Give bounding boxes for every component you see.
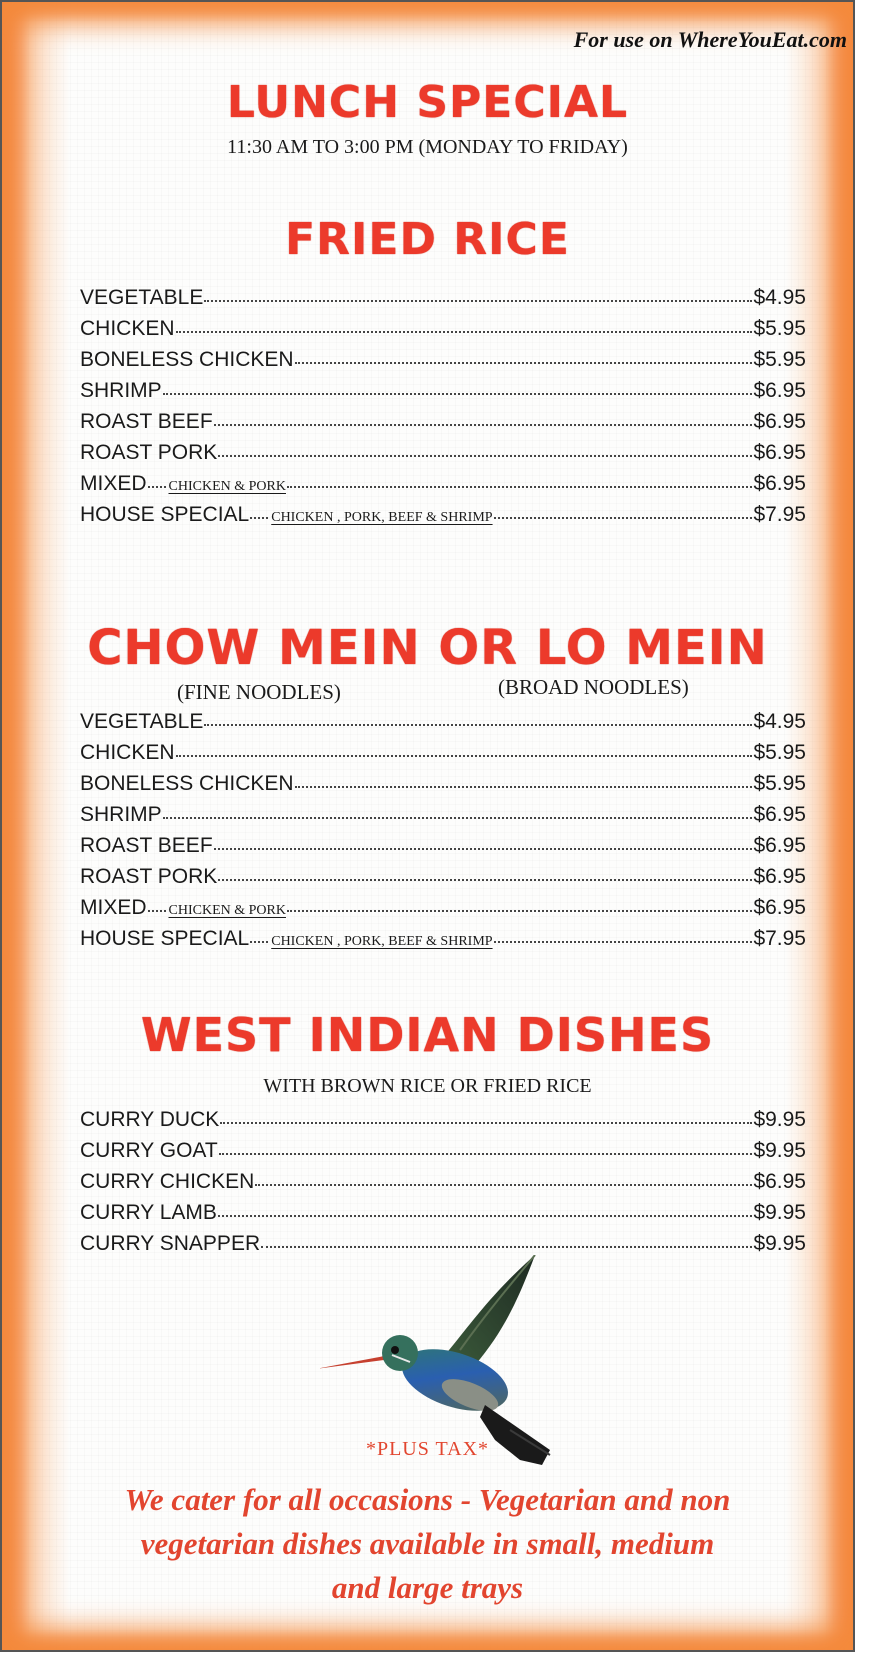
menu-item-price: $7.95 <box>753 927 806 950</box>
menu-item-name: BONELESS CHICKEN <box>80 348 294 371</box>
fried-rice-list <box>80 282 806 530</box>
website-watermark: For use on WhereYouEat.com <box>573 27 847 52</box>
menu-item-note: CHICKEN & PORK <box>168 479 286 494</box>
dot-leader <box>250 941 268 943</box>
dot-leader <box>220 1122 752 1124</box>
menu-item-price: $6.95 <box>753 379 806 402</box>
dot-leader <box>163 817 753 819</box>
catering-line-1: We cater for all occasions - Vegetarian and non <box>124 1482 731 1517</box>
menu-item-price: $6.95 <box>753 834 806 857</box>
west-indian-list <box>80 1104 806 1259</box>
dot-leader <box>295 786 753 788</box>
catering-message <box>0 1478 855 1610</box>
dot-leader <box>494 517 753 519</box>
menu-item-price: $4.95 <box>753 286 806 309</box>
dot-leader <box>218 455 752 457</box>
menu-item-row <box>80 1135 806 1166</box>
menu-item-row <box>80 923 806 954</box>
dot-leader <box>250 517 268 519</box>
menu-item-row <box>80 799 806 830</box>
menu-item-price: $9.95 <box>753 1232 806 1255</box>
fine-noodles-label: (FINE NOODLES) <box>177 680 341 704</box>
menu-item-row <box>80 499 806 530</box>
menu-item-row <box>80 737 806 768</box>
menu-item-price: $9.95 <box>753 1139 806 1162</box>
menu-item-row <box>80 892 806 923</box>
menu-item-price: $5.95 <box>753 772 806 795</box>
dot-leader <box>176 755 753 757</box>
dot-leader <box>214 424 753 426</box>
menu-item-price: $4.95 <box>753 710 806 733</box>
menu-item-price: $5.95 <box>753 317 806 340</box>
menu-item-name: CURRY CHICKEN <box>80 1170 255 1193</box>
plus-tax-note: *PLUS TAX* <box>365 1438 490 1460</box>
menu-item-price: $6.95 <box>753 896 806 919</box>
menu-item-price: $5.95 <box>753 741 806 764</box>
menu-item-name: CURRY LAMB <box>80 1201 217 1224</box>
west-indian-title: WEST INDIAN DISHES <box>140 1008 715 1062</box>
fried-rice-title: FRIED RICE <box>285 214 570 265</box>
menu-item-name: VEGETABLE <box>80 286 204 309</box>
catering-line-2: vegetarian dishes available in small, medium <box>140 1526 715 1561</box>
lunch-hours: 11:30 AM TO 3:00 PM (MONDAY TO FRIDAY) <box>227 136 628 158</box>
menu-item-name: SHRIMP <box>80 379 162 402</box>
page-margin-right <box>855 0 871 1662</box>
chow-mein-title: CHOW MEIN OR LO MEIN <box>87 620 768 676</box>
menu-item-name: MIXED <box>80 896 147 919</box>
menu-item-name: ROAST PORK <box>80 865 218 888</box>
menu-item-row <box>80 768 806 799</box>
menu-item-name: VEGETABLE <box>80 710 204 733</box>
menu-item-name: HOUSE SPECIAL <box>80 503 250 526</box>
menu-item-price: $9.95 <box>753 1108 806 1131</box>
dot-leader <box>287 486 752 488</box>
menu-item-name: CHICKEN <box>80 317 175 340</box>
dot-leader <box>204 724 752 726</box>
dot-leader <box>295 362 753 364</box>
dot-leader <box>261 1246 752 1248</box>
menu-item-name: CHICKEN <box>80 741 175 764</box>
dot-leader <box>494 941 753 943</box>
menu-item-row <box>80 830 806 861</box>
dot-leader <box>218 1215 753 1217</box>
dot-leader <box>163 393 753 395</box>
west-indian-subtitle: WITH BROWN RICE OR FRIED RICE <box>263 1075 592 1097</box>
menu-item-note: CHICKEN , PORK, BEEF & SHRIMP <box>271 510 493 525</box>
menu-item-price: $9.95 <box>753 1201 806 1224</box>
menu-item-price: $6.95 <box>753 803 806 826</box>
menu-item-row <box>80 406 806 437</box>
menu-item-name: SHRIMP <box>80 803 162 826</box>
menu-item-row <box>80 1197 806 1228</box>
catering-line-3: and large trays <box>331 1570 524 1605</box>
menu-item-name: HOUSE SPECIAL <box>80 927 250 950</box>
broad-noodles-label: (BROAD NOODLES) <box>498 675 689 699</box>
menu-item-name: CURRY GOAT <box>80 1139 218 1162</box>
menu-item-price: $6.95 <box>753 472 806 495</box>
dot-leader <box>218 879 752 881</box>
menu-item-name: BONELESS CHICKEN <box>80 772 294 795</box>
dot-leader <box>148 486 166 488</box>
menu-item-row <box>80 282 806 313</box>
menu-item-row <box>80 468 806 499</box>
menu-item-row <box>80 706 806 737</box>
menu-item-row <box>80 1104 806 1135</box>
dot-leader <box>219 1153 753 1155</box>
dot-leader <box>176 331 753 333</box>
menu-item-row <box>80 1166 806 1197</box>
menu-item-price: $5.95 <box>753 348 806 371</box>
page-margin-bottom <box>0 1652 871 1662</box>
menu-item-name: ROAST BEEF <box>80 410 213 433</box>
menu-item-price: $6.95 <box>753 1170 806 1193</box>
menu-item-name: CURRY DUCK <box>80 1108 220 1131</box>
menu-item-row <box>80 437 806 468</box>
menu-item-name: MIXED <box>80 472 147 495</box>
menu-item-price: $6.95 <box>753 441 806 464</box>
chow-mein-list <box>80 706 806 954</box>
dot-leader <box>148 910 166 912</box>
menu-item-price: $6.95 <box>753 410 806 433</box>
dot-leader <box>255 1184 752 1186</box>
menu-item-price: $6.95 <box>753 865 806 888</box>
dot-leader <box>287 910 752 912</box>
menu-item-row <box>80 861 806 892</box>
menu-item-row <box>80 344 806 375</box>
dot-leader <box>214 848 753 850</box>
menu-item-price: $7.95 <box>753 503 806 526</box>
menu-item-name: ROAST BEEF <box>80 834 213 857</box>
menu-item-row <box>80 313 806 344</box>
menu-item-note: CHICKEN & PORK <box>168 903 286 918</box>
menu-item-note: CHICKEN , PORK, BEEF & SHRIMP <box>271 934 493 949</box>
menu-item-name: CURRY SNAPPER <box>80 1232 261 1255</box>
lunch-special-title: LUNCH SPECIAL <box>226 77 629 128</box>
dot-leader <box>204 300 752 302</box>
menu-item-row <box>80 375 806 406</box>
menu-item-name: ROAST PORK <box>80 441 218 464</box>
